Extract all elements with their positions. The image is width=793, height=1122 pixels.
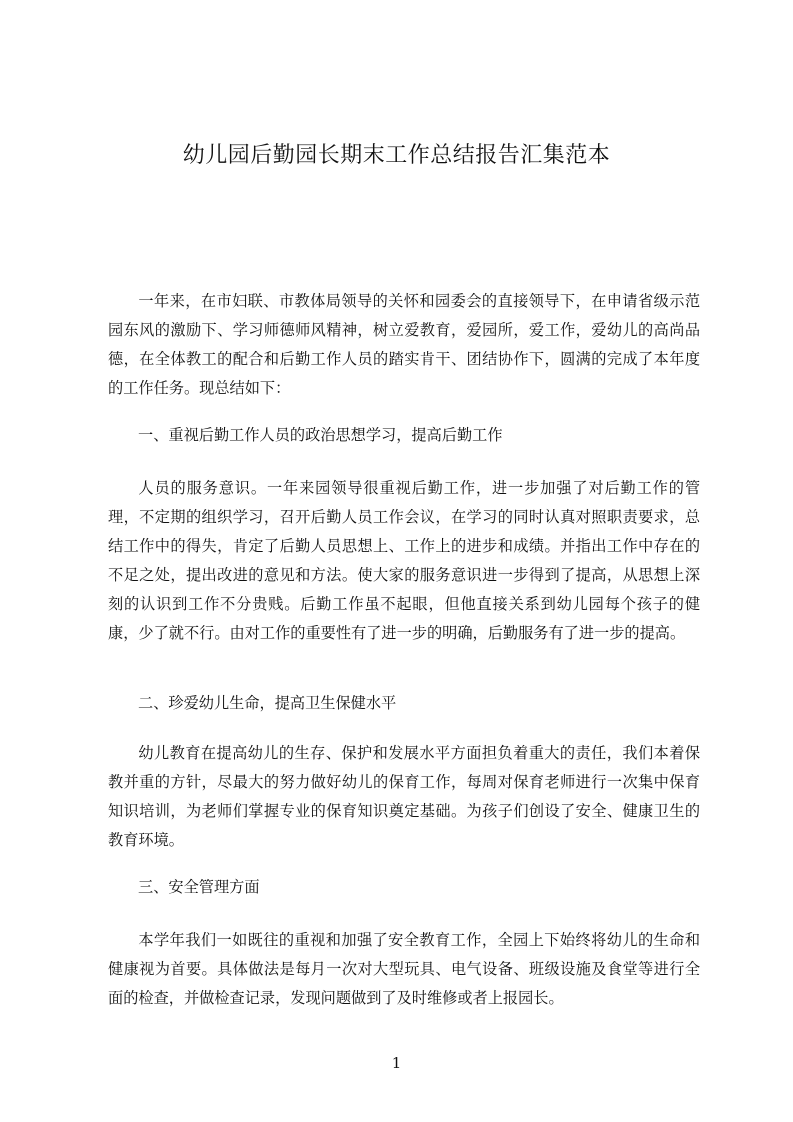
section-body-3: 本学年我们一如既往的重视和加强了安全教育工作，全园上下始终将幼儿的生命和健康视为首要。具体做法是每月一次对大型玩具、电气设备、班级设施及食堂等进行全面的检查，并做检查记录，发现问题做到了及时维修或者上报园长。 [108,931,700,1007]
section-body-1: 人员的服务意识。一年来园领导很重视后勤工作，进一步加强了对后勤工作的管理，不定期的组织学习，召开后勤人员工作会议，在学习的同时认真对照职责要求，总结工作中的得失，肯定了后勤人员思想上、工作上的进步和成绩。并指出工作中存在的不足之处，提出改进的意见和方法。使大家的服务意识进一步得到了提高，从思想上深刻的认识到工作不分贵贱。后勤工作虽不起眼，但他直接关系到幼儿园每个孩子的健康，少了就不行。由对工作的重要性有了进一步的明确，后勤服务有了进一步的提高。 [108,479,700,642]
document-title: 幼儿园后勤园长期末工作总结报告汇集范本 [182,143,611,168]
section-heading-1: 一、重视后勤工作人员的政治思想学习，提高后勤工作 [138,426,503,444]
intro-paragraph: 一年来，在市妇联、市教体局领导的关怀和园委会的直接领导下，在申请省级示范园东风的激励下、学习师德师风精神，树立爱教育，爱园所，爱工作，爱幼儿的高尚品德，在全体教工的配合和后勤工作人员的踏实肯干、团结协作下，圆满的完成了本年度的工作任务。现总结如下： [108,292,700,397]
section-heading-2: 二、珍爱幼儿生命，提高卫生保健水平 [138,694,397,712]
section-heading-3: 三、安全管理方面 [138,878,260,896]
page-number: 1 [391,1054,402,1072]
section-body-2: 幼儿教育在提高幼儿的生存、保护和发展水平方面担负着重大的责任，我们本着保教并重的方针，尽最大的努力做好幼儿的保育工作，每周对保育老师进行一次集中保育知识培训，为老师们掌握专业的保育知识奠定基础。为孩子们创设了安全、健康卫生的教育环境。 [108,744,700,849]
